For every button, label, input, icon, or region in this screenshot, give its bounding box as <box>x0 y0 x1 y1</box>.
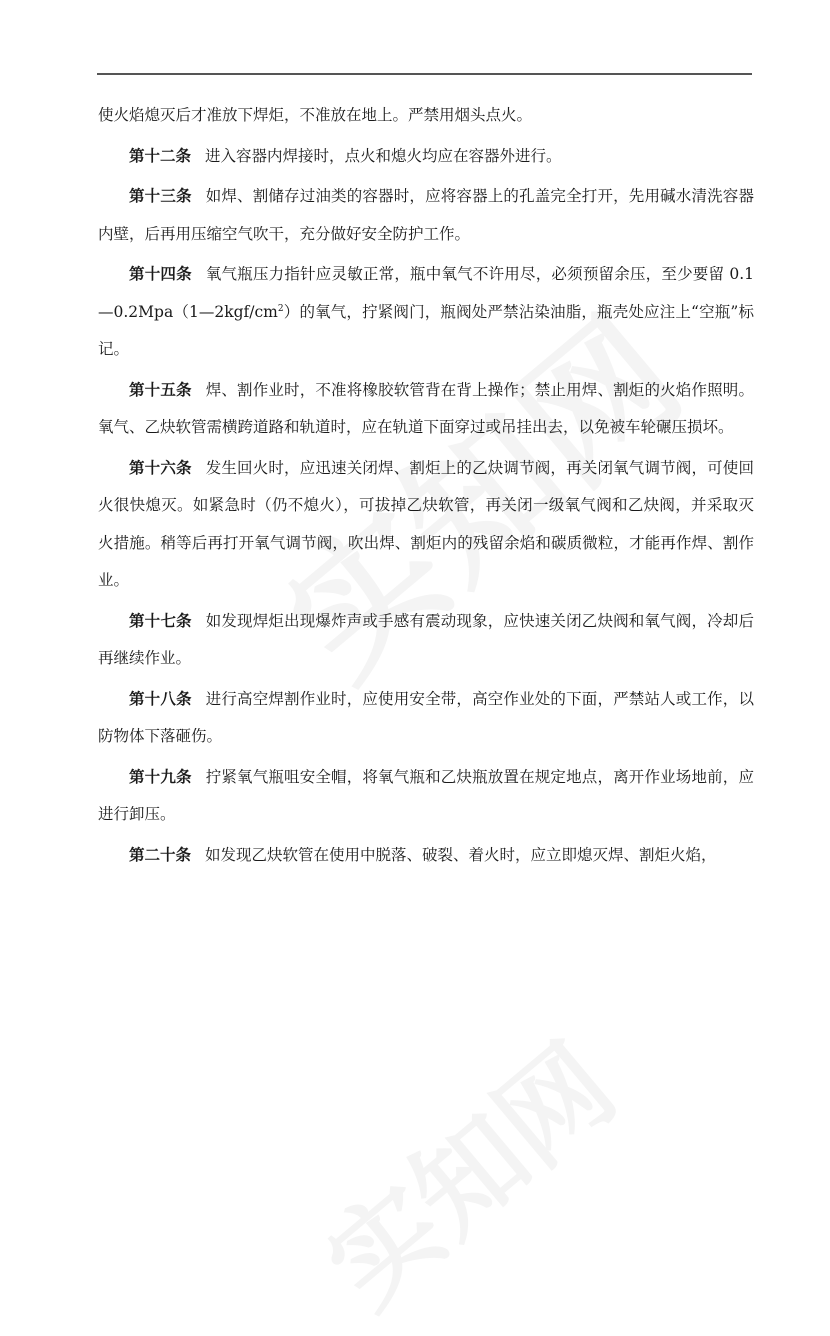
article-text: 如发现焊炬出现爆炸声或手感有震动现象，应快速关闭乙炔阀和氧气阀，冷却后再继续作业。 <box>98 611 754 667</box>
article-14 <box>98 255 754 369</box>
article-number: 第十八条 <box>129 688 192 708</box>
document-body <box>98 97 754 876</box>
article-12 <box>98 137 754 176</box>
paragraph-text: 使火焰熄灭后才准放下焊炬，不准放在地上。严禁用烟头点火。 <box>98 106 533 124</box>
article-text: 发生回火时，应迅速关闭焊、割炬上的乙炔调节阀，再关闭氧气调节阀，可使回火很快熄灭。如紧急时（仍不熄火），可拔掉乙炔软管，再关闭一级氧气阀和乙炔阀，并采取灭火措施。稍等后再打开氧气调节阀，吹出焊、割炬内的残留余焰和碳质微粒，才能再作焊、割作业。 <box>98 458 754 589</box>
article-number: 第十三条 <box>129 186 192 205</box>
article-number: 第十六条 <box>129 457 192 477</box>
article-text: 焊、割作业时，不准将橡胶软管背在背上操作；禁止用焊、割炬的火焰作照明。氧气、乙炔软管需横跨道路和轨道时，应在轨道下面穿过或吊挂出去，以免被车轮碾压损坏。 <box>98 380 754 436</box>
article-13 <box>98 177 754 253</box>
article-18 <box>98 680 754 756</box>
article-text: 如焊、割储存过油类的容器时，应将容器上的孔盖完全打开，先用碱水清洗容器内壁，后再用压缩空气吹干，充分做好安全防护工作。 <box>98 187 754 243</box>
article-text: 如发现乙炔软管在使用中脱落、破裂、着火时，应立即熄灭焊、割炬火焰， <box>205 845 717 864</box>
article-number: 第十七条 <box>129 610 192 630</box>
article-16 <box>98 449 754 600</box>
article-number: 第十五条 <box>129 379 192 399</box>
paragraph-continuation <box>98 97 754 135</box>
watermark-bottom <box>288 1002 642 1335</box>
article-19 <box>98 758 754 834</box>
article-15 <box>98 371 754 447</box>
article-number: 第二十条 <box>129 844 192 864</box>
article-text-continued: ）的氧气，拧紧阀门，瓶阀处严禁沾染油脂，瓶壳处应注上“空瓶”标记。 <box>98 302 754 358</box>
article-text: 拧紧氧气瓶咀安全帽，将氧气瓶和乙炔瓶放置在规定地点，离开作业场地前，应进行卸压。 <box>98 767 754 823</box>
superscript: 2 <box>277 303 284 314</box>
article-number: 第十四条 <box>129 264 192 283</box>
article-text: 氧气瓶压力指针应灵敏正常，瓶中氧气不许用尽，必须预留余压，至少要留 0.1—0.2Mpa（1—2kgf/cm <box>98 265 754 321</box>
article-text: 进入容器内焊接时，点火和熄火均应在容器外进行。 <box>205 146 562 165</box>
article-20 <box>98 836 754 875</box>
article-text: 进行高空焊割作业时，应使用安全带，高空作业处的下面，严禁站人或工作，以防物体下落砸伤。 <box>98 689 754 745</box>
article-number: 第十九条 <box>129 766 192 786</box>
header-rule <box>97 73 752 75</box>
article-number: 第十二条 <box>129 145 192 165</box>
article-17 <box>98 602 754 678</box>
